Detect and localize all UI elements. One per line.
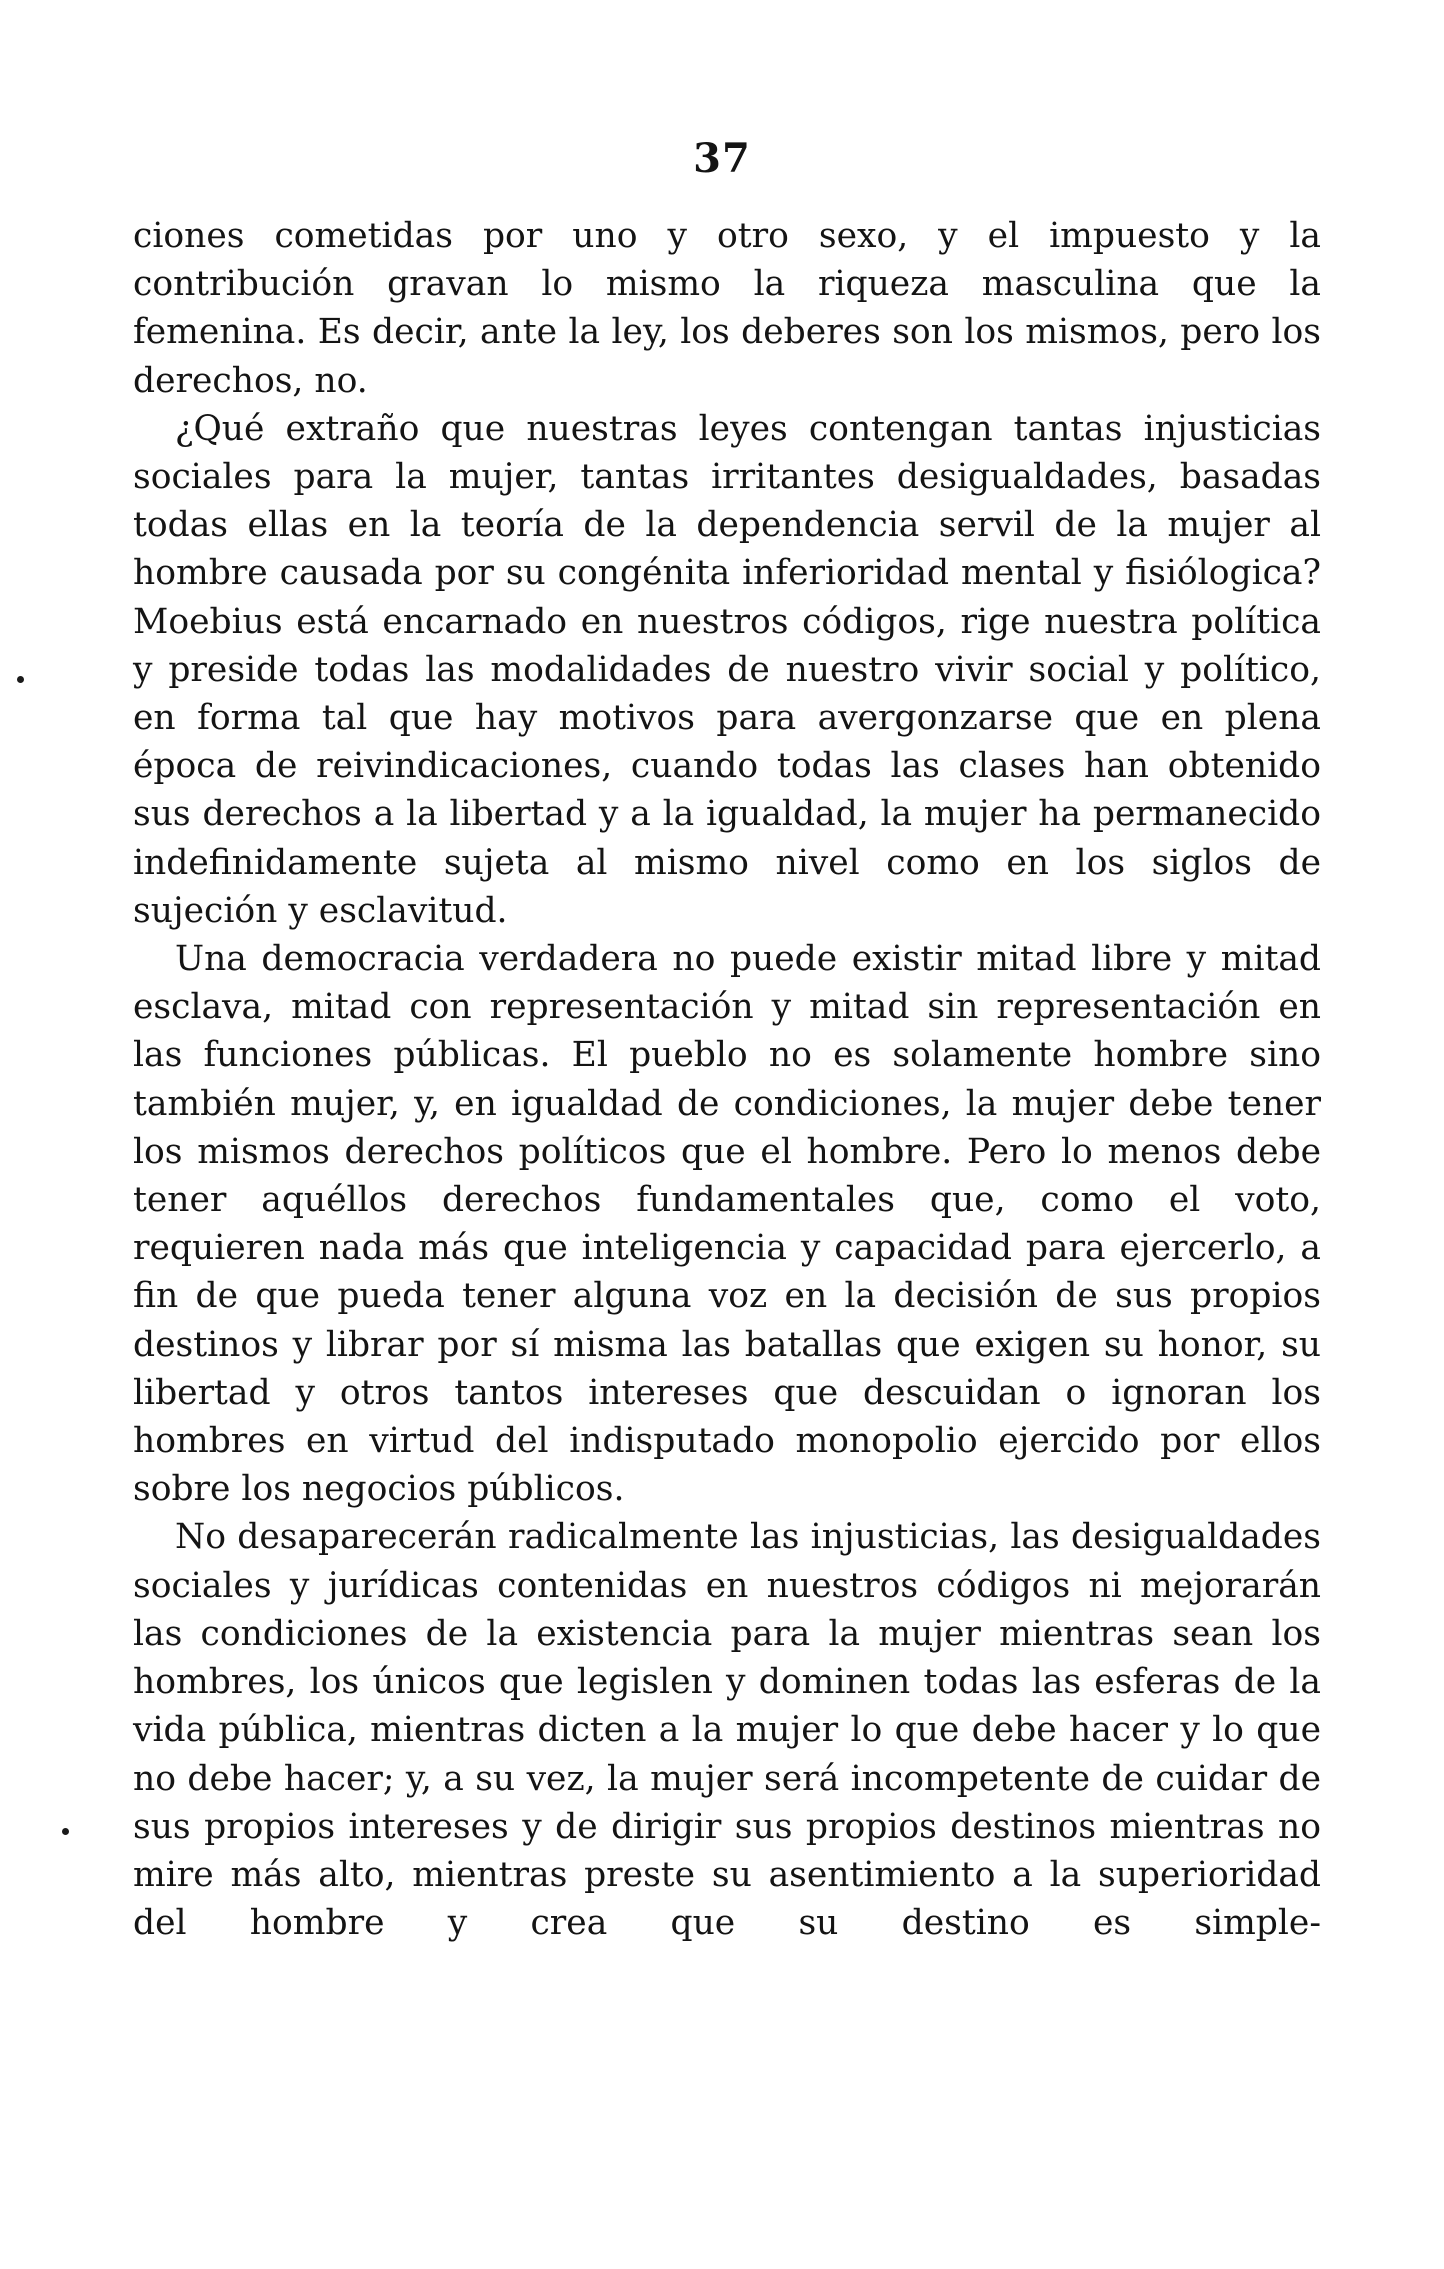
margin-speck bbox=[62, 1828, 69, 1835]
margin-speck bbox=[17, 676, 24, 683]
body-text bbox=[133, 212, 1321, 1947]
paragraph-desigualdades: No desaparecerán radicalmente las injusticias, las desigualdades sociales y jurídicas contenidas en nuestros códigos ni mejorarán las condiciones de la existencia para la mujer mientras sean los hombres, los únicos que legislen y dominen todas las esferas de la vida pública, mientras dicten a la mujer lo que debe hacer y lo que no debe hacer; y, a su vez, la mujer será incompetente de cuidar de sus propios intereses y de dirigir sus propios destinos mientras no mire más alto, mientras preste su asentimiento a la superioridad del hombre y crea que su destino es simple- bbox=[133, 1517, 1321, 1944]
paragraph-democracia: Una democracia verdadera no puede existir mitad libre y mitad esclava, mitad con representación y mitad sin representación en las funciones públicas. El pueblo no es solamente hombre sino también mujer, y, en igualdad de condiciones, la mujer debe tener los mismos derechos políticos que el hombre. Pero lo menos debe tener aquéllos derechos fundamentales que, como el voto, requieren nada más que inteligencia y capacidad para ejercerlo, a fin de que pueda tener alguna voz en la decisión de sus propios destinos y librar por sí misma las batallas que exigen su honor, su libertad y otros tantos intereses que descuidan o ignoran los hombres en virtud del indisputado monopolio ejercido por ellos sobre los negocios públicos. bbox=[133, 939, 1321, 1510]
page-number: 37 bbox=[693, 135, 751, 182]
paragraph-continuation: ciones cometidas por uno y otro sexo, y el impuesto y la contribución gravan lo mismo la riqueza masculina que la femenina. Es decir, ante la ley, los deberes son los mismos, pero los derechos, no. bbox=[133, 216, 1321, 401]
paragraph-moebius: ¿Qué extraño que nuestras leyes contengan tantas injusticias sociales para la mujer, tantas irritantes desigualdades, basadas todas ellas en la teoría de la dependencia servil de la mujer al hombre causada por su congénita inferioridad mental y fisiólogica? Moebius está encarnado en nuestros códigos, rige nuestra política y preside todas las modalidades de nuestro vivir social y político, en forma tal que hay motivos para avergonzarse que en plena época de reivindicaciones, cuando todas las clases han obtenido sus derechos a la libertad y a la igualdad, la mujer ha permanecido indefinidamente sujeta al mismo nivel como en los siglos de sujeción y esclavitud. bbox=[133, 408, 1321, 931]
